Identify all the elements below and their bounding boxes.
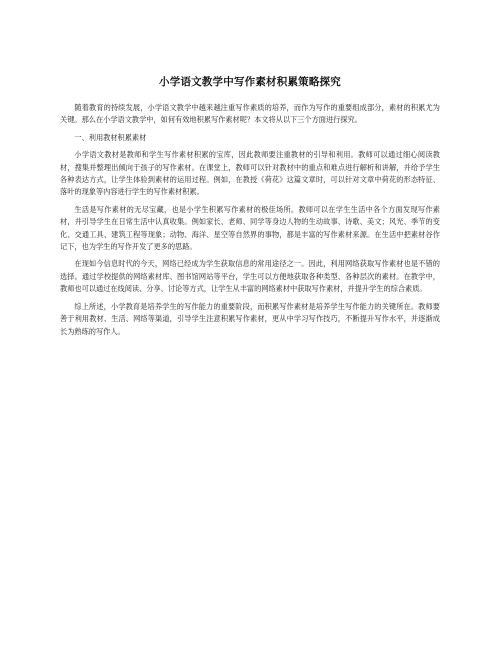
intro-paragraph: 随着教育的持续发展，小学语文教学中越来越注重写作素质的培养，而作为写作的重要组成部分，素材的积累尤为关键。那么在小学语文教学中，如何有效地积累写作素材呢？本文将从以下三个方面进行探究。 xyxy=(60,103,440,125)
document-title: 小学语文教学中写作素材积累策略探究 xyxy=(159,76,341,88)
body-paragraph-1: 小学语文教材是教师和学生写作素材积累的宝库，因此教师要注重教材的引导和利用。教师可以通过细心阅读教材，搜集并整理出倾向于孩子的写作素材。在课堂上，教师可以针对教材中的重点和难点进行解析和讲解，并给予学生各种表达方式，让学生体验到素材的运用过程。例如，在教授《荷花》这篇文章时，可以针对文章中荷花的形态特征、落叶的现象等内容进行学生的写作素材积累。 xyxy=(60,150,440,197)
section-heading: 一、利用教材积累素材 xyxy=(74,132,147,142)
body-paragraph-2: 生活是写作素材的无尽宝藏，也是小学生积累写作素材的极佳场所。教师可以在学生生活中各个方面发现写作素材，并引导学生在日常生活中认真收集。例如家长、老师、同学等身边人物的生动故事、诗歌、美文；风光、季节的变化、交通工具、建筑工程等现象；动物、海洋、星空等自然界的事物，都是丰富的写作素材来源。在生活中把素材谷作记下，也为学生的写作开发了更多的思路。 xyxy=(60,204,440,252)
conclusion-paragraph: 综上所述，小学教育是培养学生的写作能力的重要阶段，而积累写作素材是培养学生写作能力的关键所在。教师要善于利用教材、生活、网络等渠道，引导学生注意积累写作素材，更从中学习写作技巧，不断提升写作水平，并逐渐成长为熟练的写作人。 xyxy=(60,301,440,336)
document-page xyxy=(60,74,440,343)
body-paragraph-3: 在现如今信息时代的今天，网络已经成为学生获取信息的常用途径之一。因此，利用网络获取写作素材也是不错的选择。通过学校提供的网络素材库、图书馆网站等平台，学生可以方便地获取各种类型、各种层次的素材。在教学中，教师也可以通过在线阅读、分享、讨论等方式，让学生从丰富的网络素材中获取写作素材，并提升学生的综合素质。 xyxy=(60,259,440,294)
